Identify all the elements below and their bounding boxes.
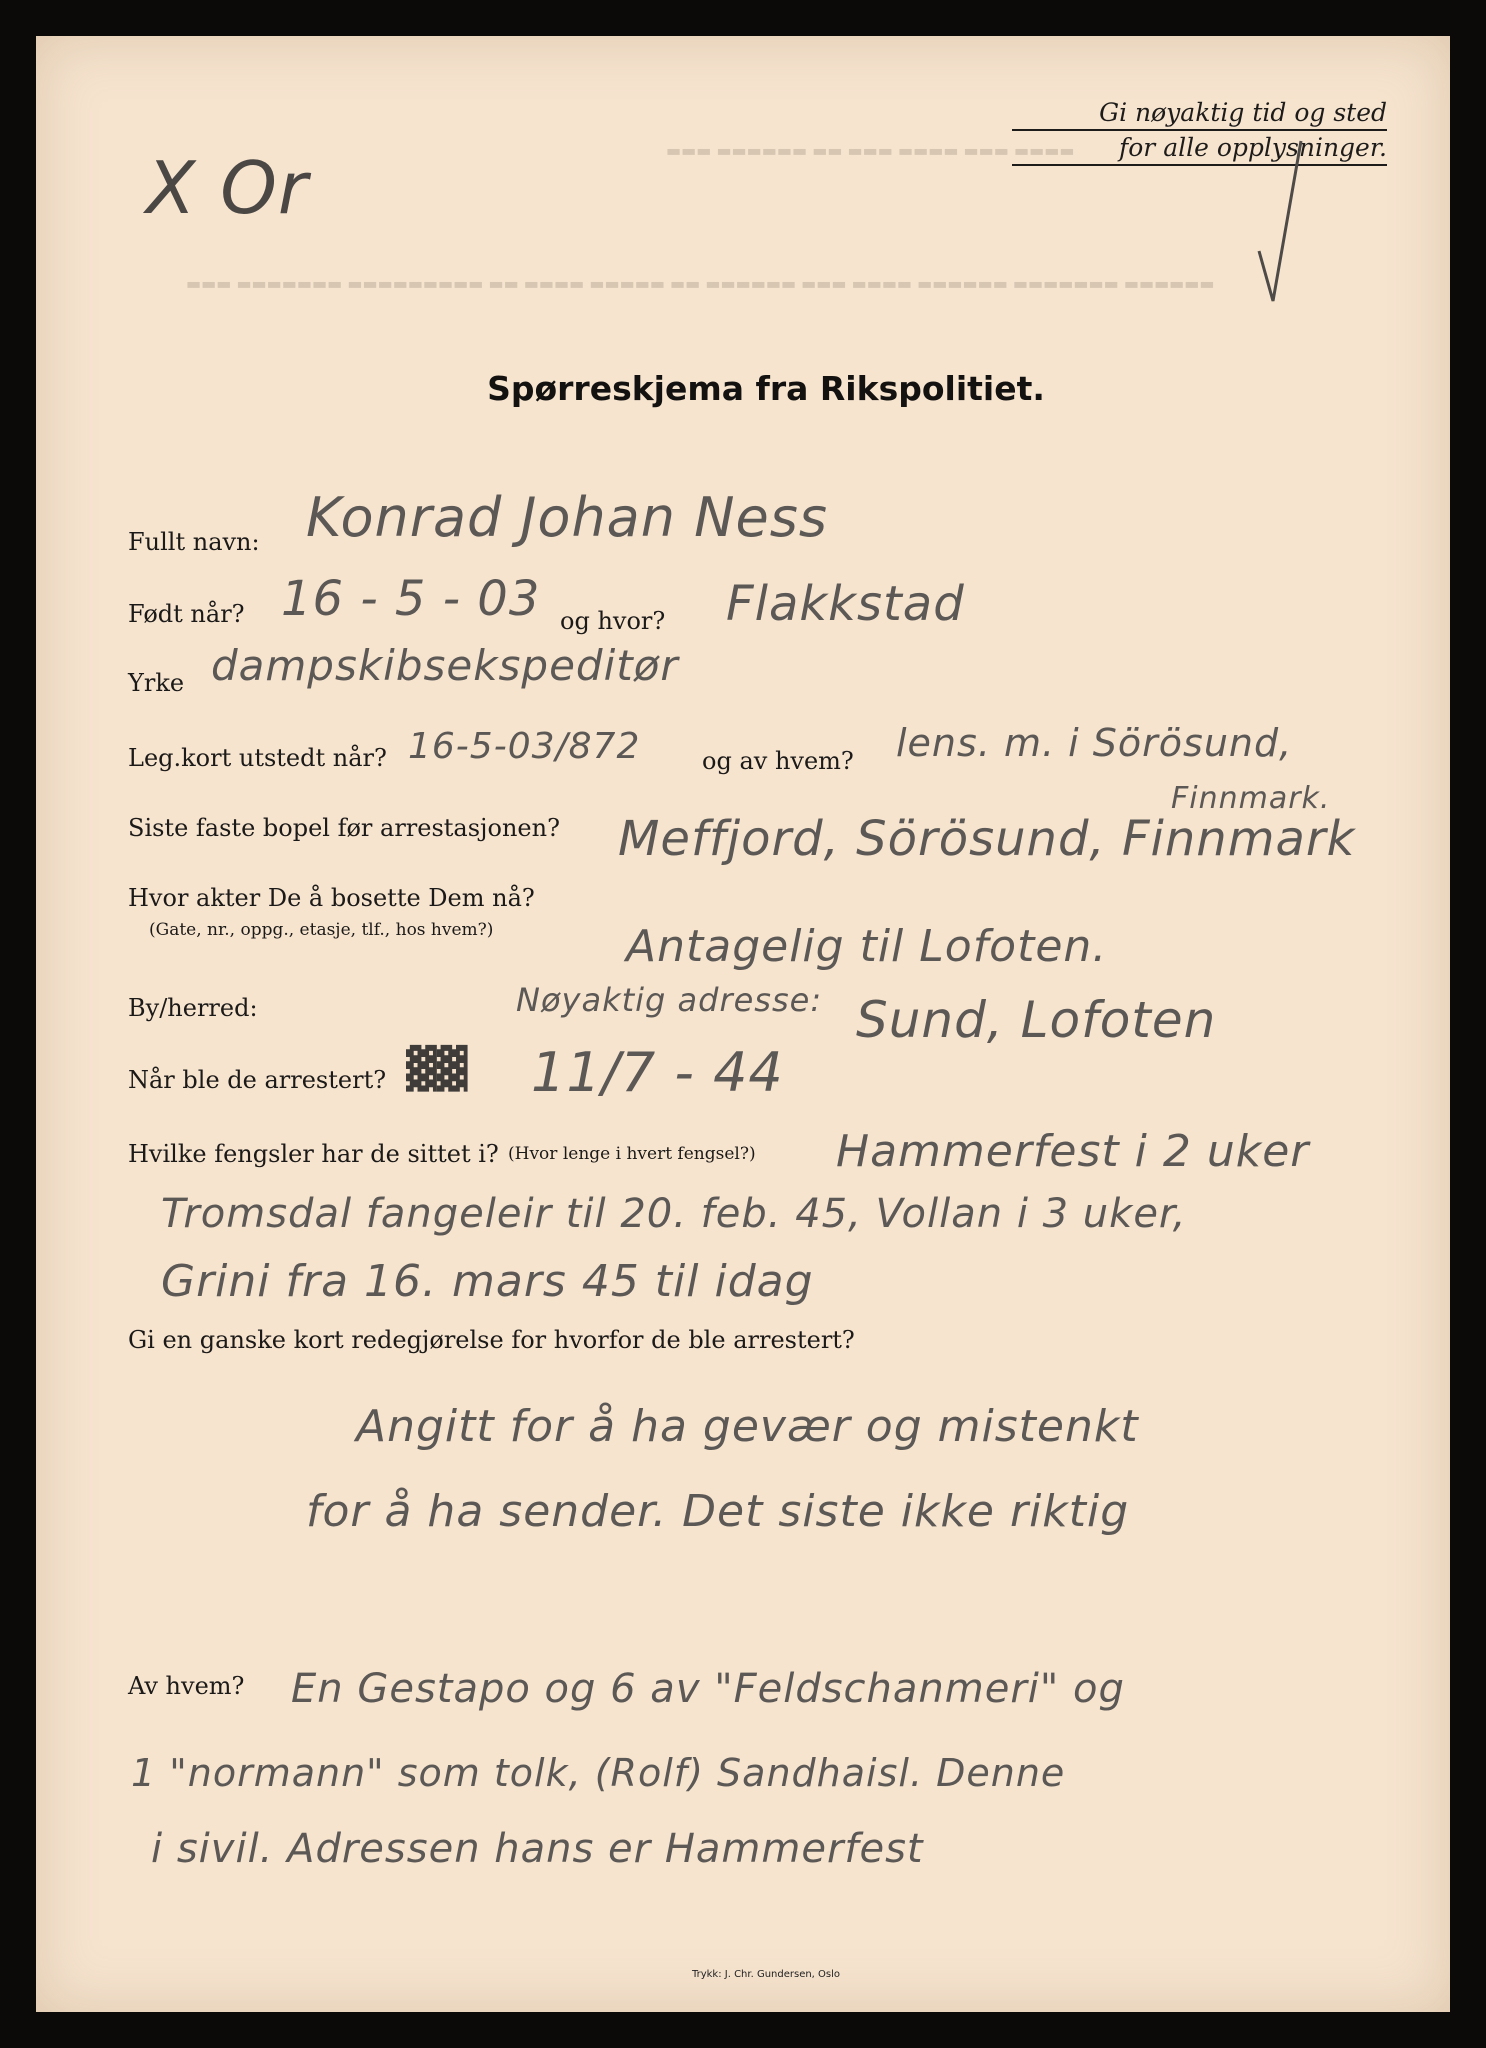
value-by-whom-line-1: En Gestapo og 6 av "Feldschanmeri" og — [291, 1666, 1125, 1712]
form-sheet — [36, 36, 1450, 2012]
value-full-name: Konrad Johan Ness — [306, 486, 829, 549]
value-id-card-by: lens. m. i Sörösund, — [896, 721, 1293, 765]
instruction-notice — [1012, 96, 1387, 166]
value-id-card-when: 16-5-03/872 — [408, 726, 641, 767]
value-born-where: Flakkstad — [726, 576, 965, 632]
bleed-through: ▬▬▬ ▬▬▬▬▬▬▬ ▬▬▬▬▬▬▬▬▬ ▬▬ ▬▬▬▬ ▬▬▬▬▬ ▬▬ ▬▬▬▬▬▬ ▬▬▬ ▬▬▬▬ ▬▬▬▬▬▬ ▬▬▬▬▬▬▬ ▬▬▬▬▬▬ — [186, 274, 1215, 293]
value-prisons-line-3: Grini fra 16. mars 45 til idag — [161, 1256, 814, 1307]
printer-credit: Trykk: J. Chr. Gundersen, Oslo — [691, 1969, 841, 1980]
value-reason-line-2: for å ha sender. Det siste ikke riktig — [306, 1486, 1130, 1537]
value-arrested: 11/7 - 44 — [531, 1041, 784, 1104]
label-prisons: Hvilke fengsler har de sittet i? — [128, 1140, 499, 1168]
label-occupation: Yrke — [128, 669, 185, 697]
value-occupation: dampskibsekspeditør — [211, 641, 679, 690]
label-born-when: Født når? — [128, 600, 245, 628]
label-by-whom: Av hvem? — [128, 1672, 245, 1700]
sublabel-prisons: (Hvor lenge i hvert fengsel?) — [508, 1144, 756, 1164]
bleed-through: ▬▬▬ ▬▬▬▬▬▬ ▬▬ ▬▬▬ ▬▬▬▬ ▬▬▬ ▬▬▬▬ — [666, 141, 1075, 160]
form-title: Spørreskjema fra Rikspolitiet. — [487, 369, 1045, 408]
scribble-strike: ▓▓ — [406, 1046, 468, 1092]
label-id-card-by: og av hvem? — [702, 747, 854, 775]
notice-line-1: Gi nøyaktig tid og sted — [1012, 96, 1387, 131]
value-prisons-line-1: Hammerfest i 2 uker — [836, 1126, 1310, 1177]
label-born-where: og hvor? — [560, 607, 666, 635]
value-by-whom-line-2: 1 "normann" som tolk, (Rolf) Sandhaisl. Denne — [131, 1751, 1066, 1795]
label-arrested: Når ble de arrestert? — [128, 1066, 387, 1094]
sublabel-settle: (Gate, nr., oppg., etasje, tlf., hos hvem?) — [149, 920, 494, 940]
notice-line-2: for alle opplysninger. — [1012, 131, 1387, 166]
margin-mark: X Or — [146, 146, 309, 230]
label-settle: Hvor akter De å bosette Dem nå? — [128, 884, 535, 912]
label-last-residence: Siste faste bopel før arrestasjonen? — [128, 814, 560, 842]
value-reason-line-1: Angitt for å ha gevær og mistenkt — [356, 1401, 1139, 1452]
value-prisons-line-2: Tromsdal fangeleir til 20. feb. 45, Vollan i 3 uker, — [161, 1191, 1187, 1237]
label-reason: Gi en ganske kort redegjørelse for hvorfor de ble arrestert? — [128, 1326, 855, 1354]
value-born-when: 16 - 5 - 03 — [281, 571, 541, 627]
value-settle: Antagelig til Lofoten. — [626, 921, 1108, 972]
value-town: Sund, Lofoten — [856, 991, 1217, 1049]
check-mark-icon — [1251, 131, 1311, 311]
value-by-whom-line-3: i sivil. Adressen hans er Hammerfest — [151, 1826, 924, 1872]
value-last-residence: Meffjord, Sörösund, Finnmark — [618, 811, 1356, 867]
label-id-card-when: Leg.kort utstedt når? — [128, 744, 387, 772]
label-full-name: Fullt navn: — [128, 528, 260, 556]
value-id-card-by-2: Finnmark. — [1171, 781, 1331, 816]
label-town: By/herred: — [128, 994, 258, 1022]
value-town-prefix: Nøyaktig adresse: — [516, 981, 823, 1019]
